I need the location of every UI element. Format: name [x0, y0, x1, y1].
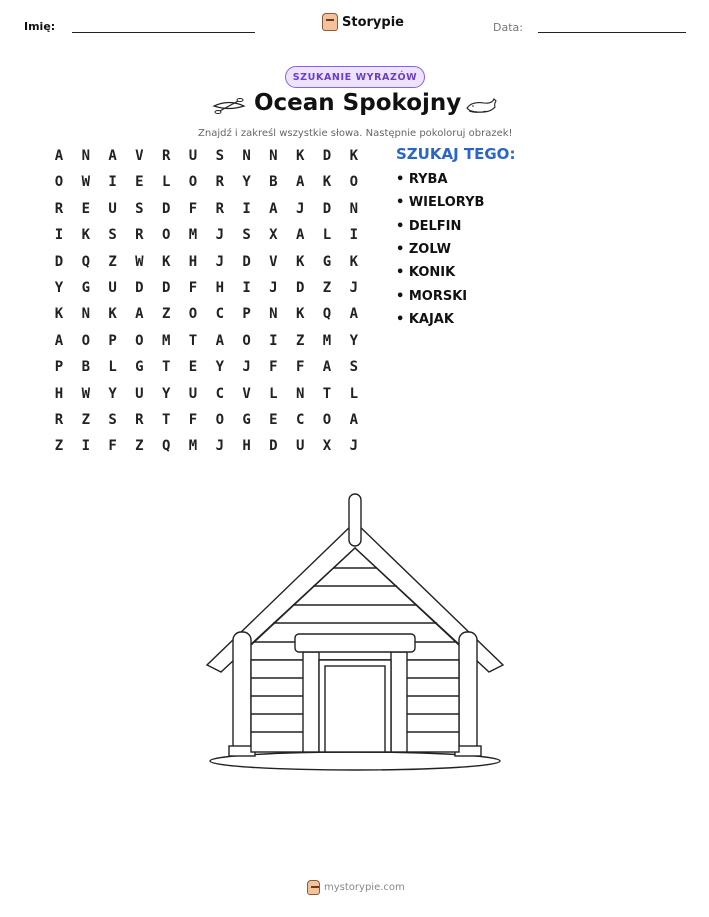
grid-letter[interactable]: K — [349, 253, 359, 270]
grid-letter[interactable]: Q — [161, 438, 171, 455]
grid-letter[interactable]: F — [188, 280, 198, 296]
grid-letter[interactable]: W — [81, 385, 91, 402]
grid-letter[interactable]: I — [349, 227, 359, 244]
grid-letter[interactable]: U — [188, 148, 198, 164]
grid-letter[interactable]: F — [269, 359, 278, 376]
grid-letter[interactable]: K — [54, 306, 64, 323]
grid-letter[interactable]: V — [242, 385, 251, 402]
wordlist-item: • KAJAK — [396, 311, 454, 327]
grid-letter[interactable]: S — [108, 227, 117, 244]
wordlist-item: • RYBA — [396, 172, 448, 187]
grid-letter[interactable]: L — [269, 385, 278, 402]
grid-letter[interactable]: Z — [108, 253, 117, 270]
grid-letter[interactable]: D — [269, 438, 278, 455]
grid-letter[interactable]: J — [215, 253, 225, 270]
grid-letter[interactable]: C — [215, 306, 225, 323]
grid-letter[interactable]: D — [295, 280, 305, 296]
grid-letter[interactable]: P — [242, 306, 251, 323]
grid-letter[interactable]: J — [295, 200, 305, 217]
grid-letter[interactable]: X — [322, 438, 332, 455]
grid-letter[interactable]: W — [135, 253, 144, 270]
grid-letter[interactable]: K — [81, 227, 91, 244]
name-label: Imię: — [24, 20, 56, 33]
grid-letter[interactable]: I — [242, 200, 251, 217]
grid-letter[interactable]: Y — [161, 385, 171, 402]
grid-letter[interactable]: T — [161, 412, 171, 428]
grid-letter[interactable]: U — [108, 280, 117, 296]
date-line[interactable] — [538, 32, 686, 33]
grid-letter[interactable]: E — [269, 412, 278, 428]
grid-letter[interactable]: K — [349, 148, 359, 164]
kayak-icon — [212, 96, 246, 116]
date-label: Data: — [493, 21, 523, 34]
grid-letter[interactable]: L — [108, 359, 117, 376]
grid-letter[interactable]: O — [215, 412, 225, 428]
grid-letter[interactable]: X — [269, 227, 278, 244]
grid-letter[interactable]: G — [242, 412, 251, 428]
grid-letter[interactable]: Y — [242, 174, 251, 191]
wordlist-item: • KONIK — [396, 265, 456, 281]
grid-letter[interactable]: S — [349, 359, 359, 376]
grid-letter[interactable]: V — [269, 253, 278, 270]
grid-letter[interactable]: R — [135, 227, 144, 244]
wordlist-item: • DELFIN — [396, 218, 462, 234]
grid-letter[interactable]: M — [188, 438, 198, 455]
grid-letter[interactable]: D — [161, 280, 171, 296]
grid-letter[interactable]: T — [188, 332, 198, 349]
grid-letter[interactable]: N — [269, 148, 278, 164]
grid-letter[interactable]: Z — [54, 438, 64, 455]
grid-letter[interactable]: R — [215, 200, 225, 217]
grid-letter[interactable]: A — [322, 359, 332, 376]
grid-letter[interactable]: I — [269, 332, 278, 349]
grid-letter[interactable]: O — [242, 332, 251, 349]
house-drawing — [205, 490, 505, 775]
grid-letter[interactable]: Y — [349, 332, 359, 349]
grid-letter[interactable]: A — [54, 332, 64, 349]
grid-letter[interactable]: F — [295, 359, 305, 376]
grid-letter[interactable]: H — [242, 438, 251, 455]
grid-letter[interactable]: K — [295, 253, 305, 270]
grid-letter[interactable]: W — [81, 174, 91, 191]
grid-letter[interactable]: Z — [135, 438, 144, 455]
grid-letter[interactable]: A — [108, 148, 117, 164]
grid-letter[interactable]: O — [188, 174, 198, 191]
grid-letter[interactable]: N — [295, 385, 305, 402]
grid-letter[interactable]: P — [108, 332, 117, 349]
grid-letter[interactable]: A — [349, 306, 359, 323]
grid-letter[interactable]: L — [349, 385, 359, 402]
grid-letter[interactable]: K — [295, 306, 305, 323]
grid-letter[interactable]: J — [242, 359, 251, 376]
grid-letter[interactable]: O — [349, 174, 359, 191]
grid-letter[interactable]: A — [295, 174, 305, 191]
grid-letter[interactable]: R — [54, 412, 64, 428]
grid-letter[interactable]: N — [81, 306, 91, 323]
grid-letter[interactable]: S — [135, 200, 144, 217]
grid-letter[interactable]: E — [188, 359, 198, 376]
grid-letter[interactable]: G — [322, 253, 332, 270]
wordlist-item: • WIELORYB — [396, 195, 485, 211]
grid-letter[interactable]: H — [215, 280, 225, 296]
grid-letter[interactable]: M — [188, 227, 198, 244]
grid-letter[interactable]: S — [108, 412, 117, 428]
page-title: Ocean Spokojny — [254, 90, 462, 116]
grid-letter[interactable]: D — [322, 148, 332, 164]
grid-letter[interactable]: U — [135, 385, 144, 402]
grid-letter[interactable]: K — [322, 174, 332, 191]
grid-letter[interactable]: A — [215, 332, 225, 349]
grid-letter[interactable]: G — [135, 359, 144, 376]
grid-letter[interactable]: O — [135, 332, 144, 349]
brand — [322, 13, 404, 31]
grid-letter[interactable]: I — [81, 438, 91, 455]
grid-letter[interactable]: A — [349, 412, 359, 428]
grid-letter[interactable]: S — [242, 227, 251, 244]
brand-name: Storypie — [342, 14, 404, 30]
grid-letter[interactable]: H — [188, 253, 198, 270]
grid-letter[interactable]: A — [269, 200, 278, 217]
name-line[interactable] — [72, 32, 255, 33]
grid-letter[interactable]: N — [269, 306, 278, 323]
grid-letter[interactable]: J — [269, 280, 278, 296]
grid-letter[interactable]: J — [349, 438, 359, 455]
grid-letter[interactable]: A — [54, 148, 64, 164]
grid-letter[interactable]: Y — [54, 280, 64, 296]
grid-letter[interactable]: O — [188, 306, 198, 323]
grid-letter[interactable]: U — [295, 438, 305, 455]
grid-letter[interactable]: O — [81, 332, 91, 349]
grid-letter[interactable]: T — [322, 385, 332, 402]
grid-letter[interactable]: L — [161, 174, 171, 191]
grid-letter[interactable]: A — [295, 227, 305, 244]
grid-letter[interactable]: G — [81, 280, 91, 296]
grid-letter[interactable]: Z — [295, 332, 305, 349]
grid-letter[interactable]: Q — [322, 306, 332, 323]
grid-letter[interactable]: C — [215, 385, 225, 402]
grid-letter[interactable]: I — [242, 280, 251, 296]
grid-letter[interactable]: F — [108, 438, 117, 455]
wordlist-item: • MORSKI — [396, 288, 468, 304]
grid-letter[interactable]: P — [54, 359, 64, 376]
storypie-logo-icon — [307, 880, 320, 895]
grid-letter[interactable]: M — [161, 332, 171, 349]
grid-letter[interactable]: D — [242, 253, 251, 270]
grid-letter[interactable]: B — [81, 359, 91, 376]
grid-letter[interactable]: K — [108, 306, 117, 323]
whale-icon — [464, 95, 498, 117]
grid-letter[interactable]: C — [295, 412, 305, 428]
grid-letter[interactable]: D — [161, 200, 171, 217]
grid-letter[interactable]: M — [322, 332, 332, 349]
grid-letter[interactable]: Z — [81, 412, 91, 428]
grid-letter[interactable]: Z — [161, 306, 171, 323]
wordlist-title: SZUKAJ TEGO: — [396, 145, 516, 163]
grid-letter[interactable]: L — [322, 227, 332, 244]
grid-letter[interactable]: O — [322, 412, 332, 428]
grid-letter[interactable]: R — [215, 174, 225, 191]
grid-letter[interactable]: H — [54, 385, 64, 402]
footer-url[interactable]: mystorypie.com — [324, 882, 405, 893]
grid-letter[interactable]: I — [54, 227, 64, 244]
grid-letter[interactable]: R — [54, 200, 64, 217]
grid-letter[interactable]: S — [215, 148, 225, 164]
grid-letter[interactable]: O — [161, 227, 171, 244]
grid-letter[interactable]: F — [188, 200, 198, 217]
grid-letter[interactable]: J — [349, 280, 359, 296]
grid-letter[interactable]: D — [135, 280, 144, 296]
grid-letter[interactable]: N — [81, 148, 91, 164]
grid-letter[interactable]: Q — [81, 253, 91, 270]
grid-letter[interactable]: O — [54, 174, 64, 191]
grid-letter[interactable]: U — [188, 385, 198, 402]
grid-letter[interactable]: K — [295, 148, 305, 164]
activity-badge: SZUKANIE WYRAZÓW — [285, 66, 425, 88]
grid-letter[interactable]: D — [54, 253, 64, 270]
grid-letter[interactable]: D — [322, 200, 332, 217]
grid-letter[interactable]: V — [135, 148, 144, 164]
grid-letter[interactable]: R — [161, 148, 171, 164]
grid-letter[interactable]: N — [242, 148, 251, 164]
grid-letter[interactable]: E — [135, 174, 144, 191]
grid-letter[interactable]: Z — [322, 280, 332, 296]
grid-letter[interactable]: F — [188, 412, 198, 428]
storypie-logo-icon — [322, 13, 338, 31]
grid-letter[interactable]: B — [269, 174, 278, 191]
grid-letter[interactable]: E — [81, 200, 91, 217]
grid-letter[interactable]: Y — [108, 385, 117, 402]
grid-letter[interactable]: K — [161, 253, 171, 270]
footer — [307, 880, 405, 895]
grid-letter[interactable]: U — [108, 200, 117, 217]
grid-letter[interactable]: N — [349, 200, 359, 217]
wordlist-item: • ZOLW — [396, 241, 451, 257]
grid-letter[interactable]: Y — [215, 359, 225, 376]
grid-letter[interactable]: R — [135, 412, 144, 428]
grid-letter[interactable]: I — [108, 174, 117, 191]
instructions-text: Znajdź i zakreśl wszystkie słowa. Następnie pokoloruj obrazek! — [198, 128, 513, 139]
grid-letter[interactable]: A — [135, 306, 144, 323]
grid-letter[interactable]: J — [215, 438, 225, 455]
grid-letter[interactable]: T — [161, 359, 171, 376]
grid-letter[interactable]: J — [215, 227, 225, 244]
